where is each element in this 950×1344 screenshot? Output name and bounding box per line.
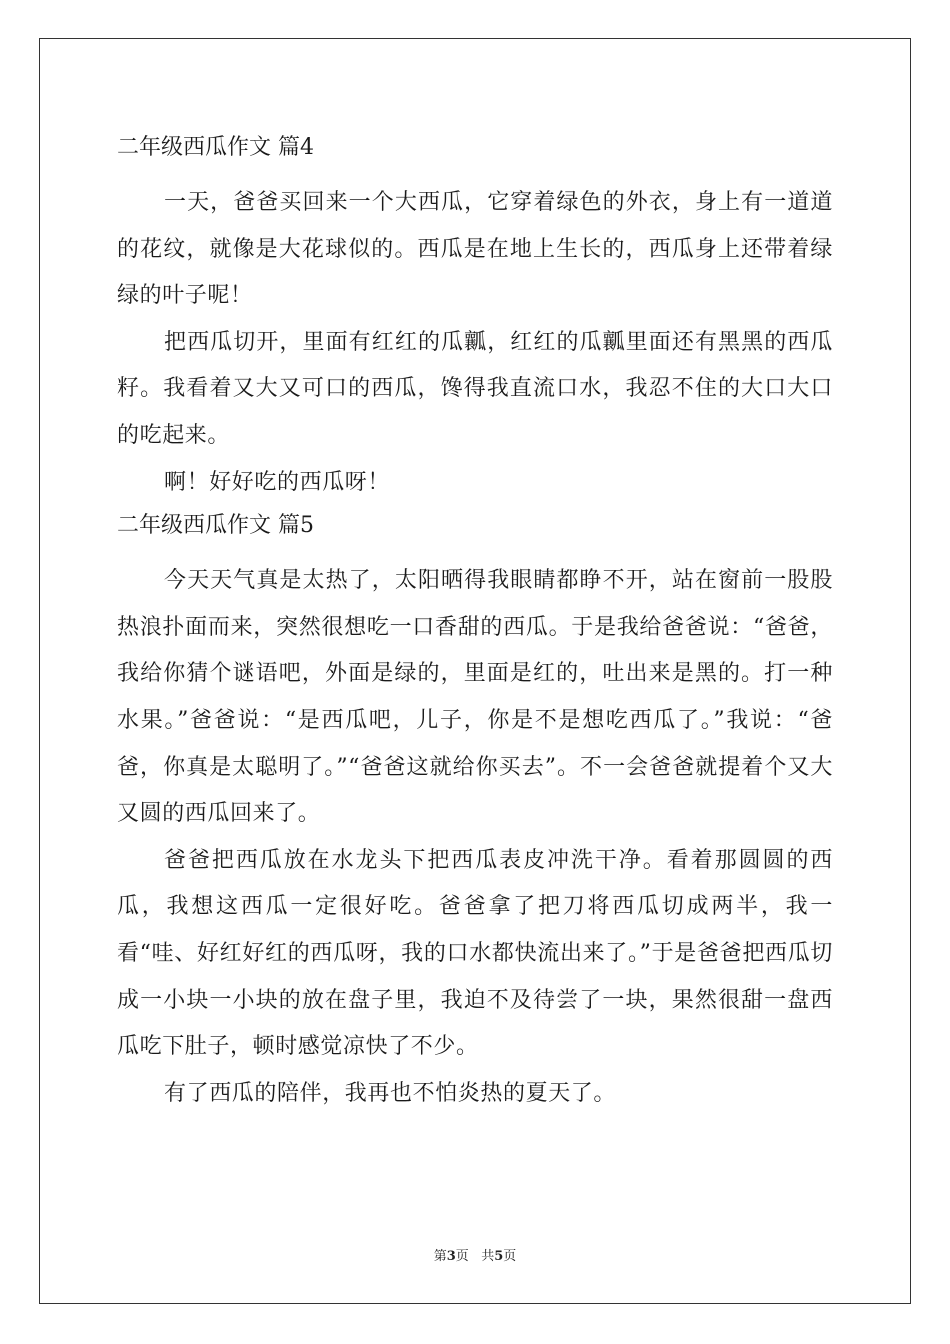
paragraph: 把西瓜切开，里面有红红的瓜瓤，红红的瓜瓤里面还有黑黑的西瓜籽。我看着又大又可口的西瓜，馋得我直流口水，我忍不住的大口大口的吃起来。: [117, 329, 833, 448]
paragraph: 今天天气真是太热了，太阳晒得我眼睛都睁不开，站在窗前一股股热浪扑面而来，突然很想吃一口香甜的西瓜。于是我给爸爸说：“爸爸，我给你猜个谜语吧，外面是绿的，里面是红的，吐出来是黑的。打一种水果。”爸爸说：“是西瓜吧，儿子，你是不是想吃西瓜了。”我说：“爸爸，你真是太聪明了。”“爸爸这就给你买去”。不一会爸爸就提着个又大又圆的西瓜回来了。: [117, 568, 833, 827]
page-prefix: 第: [433, 1249, 447, 1264]
document-body: [117, 128, 833, 1117]
page-number: 3: [446, 1249, 456, 1264]
total-prefix: 共: [481, 1249, 495, 1264]
paragraph: 一天，爸爸买回来一个大西瓜，它穿着绿色的外衣，身上有一道道的花纹，就像是大花球似的。西瓜是在地上生长的，西瓜身上还带着绿绿的叶子呢！: [117, 190, 833, 309]
paragraph: 爸爸把西瓜放在水龙头下把西瓜表皮冲洗干净。看着那圆圆的西瓜，我想这西瓜一定很好吃。爸爸拿了把刀将西瓜切成两半，我一看“哇、好红好红的西瓜呀，我的口水都快流出来了。”于是爸爸把西瓜切成一小块一小块的放在盘子里，我迫不及待尝了一块，果然很甜一盘西瓜吃下肚子，顿时感觉凉快了不少。: [117, 847, 833, 1060]
section-heading: 二年级西瓜作文 篇5: [117, 513, 314, 539]
page-footer: [0, 1248, 950, 1266]
paragraph: 啊！好好吃的西瓜呀！: [164, 469, 391, 495]
section-5: [117, 506, 833, 1117]
total-pages: 5: [494, 1249, 504, 1264]
total-suffix: 页: [503, 1249, 517, 1264]
page-suffix: 页: [455, 1249, 469, 1264]
section-4: [117, 128, 833, 506]
paragraph: 有了西瓜的陪伴，我再也不怕炎热的夏天了。: [164, 1080, 617, 1106]
section-heading: 二年级西瓜作文 篇4: [117, 135, 314, 160]
